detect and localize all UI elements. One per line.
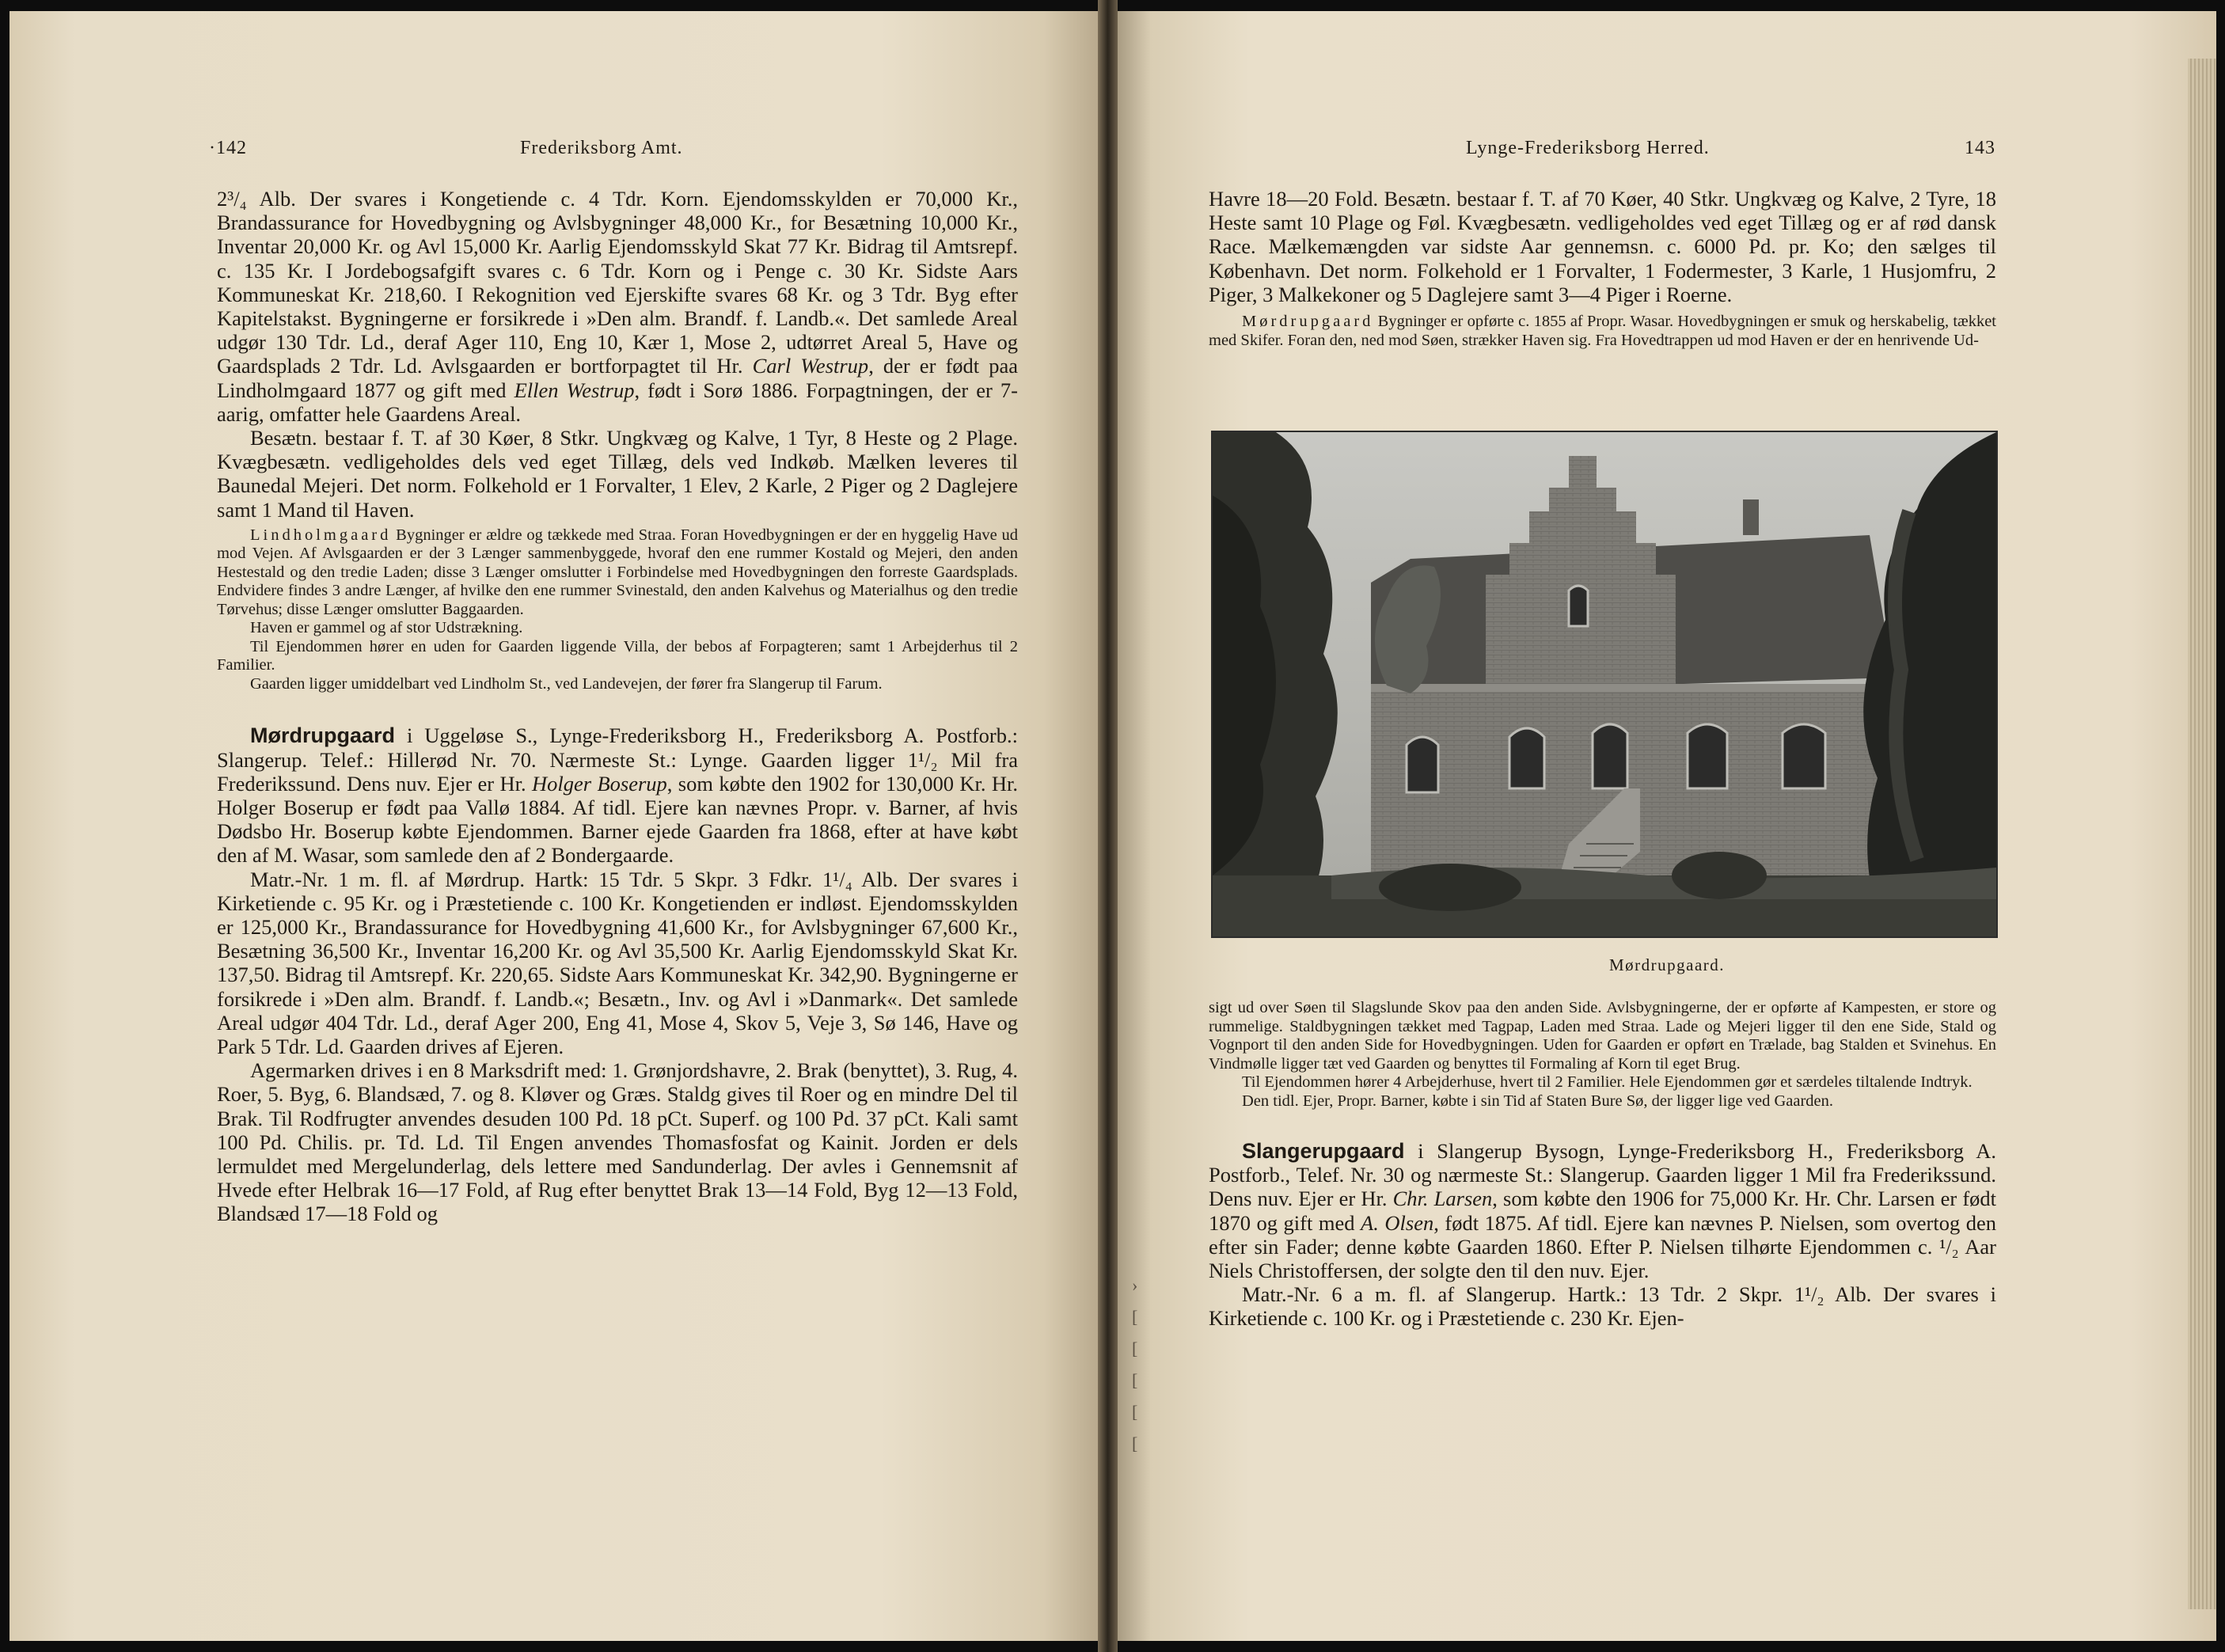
mordrupgaard-photo [1211, 431, 1998, 938]
photo-caption: Mørdrupgaard. [1608, 955, 1726, 974]
page-number: ·142 [209, 138, 247, 158]
mordrup-description: Mørdrupgaard Bygninger er opførte c. 1855 af Propr. Wasar. Hovedbygningen er smuk og herskabelig, tækket med Skifer. Foran den, ned mod Søen, strækker Haven sig. Fra Hovedtrappen ud mod Haven er der en henrivende Ud- [1209, 313, 1996, 349]
lindholm-description: Lindholmgaard Bygninger er ældre og tækkede med Straa. Foran Hovedbygningen er der en hyggelig Have ud mod Vejen. Af Avlsgaarden er der 3 Længer sammenbyggede, hvoraf den ene rummer Kostald og Mejeri, den anden Hestestald og den tredie Laden; disse 3 Længer omslutter i Forbindelse med Hovedbygningen den forreste Gaardsplads. Endvidere findes 3 andre Længer, af hvilke den ene rummer Svinestald, den anden Kalvehus og Materialhus og den tredie Tørvehus; disse Længer omslutter Baggaarden. Haven er gammel og af stor Udstrækning. Til Ejendommen hører en uden for Gaarden liggende Villa, der bebos af Forpagteren; samt 1 Arbejderhus til 2 Familier. Gaarden ligger umiddelbart ved Lindholm St., ved Landevejen, der fører fra Slangerup til Farum. [217, 526, 1018, 693]
running-head: Lynge-Frederiksborg Herred. [1466, 138, 1710, 158]
slangerupgaard-entry: Slangerupgaard i Slangerup Bysogn, Lynge-Frederiksborg H., Frederiksborg A. Postforb., Telef. Nr. 30 og nærmeste St.: Slangerup. Gaarden ligger 1 Mil fra Frederikssund. Dens nuv. Ejer er Hr. Chr. Larsen, som købte den 1906 for 75,000 Kr. Hr. Chr. Larsen er født 1870 og gift med A. Olsen, født 1875. Af tidl. Ejere kan nævnes P. Nielsen, som overtog den efter sin Fader; denne købte Gaarden 1860. Efter P. Nielsen tilhørte Ejendommen c. ¹/₂ Aar Niels Christoffersen, der solgte den til den nuv. Ejer. [1209, 1139, 1997, 1283]
mordrup-description-continued: sigt ud over Søen til Slagslunde Skov paa den anden Side. Avlsbygningerne, der er opførte af Kampesten, er store og rummelige. Staldbygningen tækket med Tagpap, Laden med Straa. Lade og Mejeri ligger til den ene Side, Stald og Vognport til den anden Side for Hovedbygningen. Uden for Gaarden er opført en Trælade, bag Stalden et Svinehus. En Vindmølle ligger tæt ved Gaarden og benyttes til Formaling af Korn til eget Brug. Til Ejendommen hører 4 Arbejderhuse, hvert til 2 Familier. Hele Ejendommen gør et særdeles tiltalende Indtryk. Den tidl. Ejer, Propr. Barner, købte i sin Tid af Staten Bure Sø, der ligger lige ved Gaarden. [1209, 999, 1996, 1110]
page-edges [2188, 59, 2216, 1609]
right-body-bottom [1209, 999, 1996, 1331]
right-page-header [1118, 138, 2216, 169]
running-head: Frederiksborg Amt. [520, 138, 683, 158]
besaetning-paragraph: Besætn. bestaar f. T. af 30 Køer, 8 Stkr. Ungkvæg og Kalve, 1 Tyr, 8 Heste og 2 Plage. Kvægbesætn. vedligeholdes dels ved eget Tillæg, dels ved Indkøb. Mælken leveres til Baunedal Mejeri. Det norm. Folkehold er 1 Forvalter, 1 Elev, 2 Karle, 2 Piger og 2 Daglejere samt 1 Mand til Haven. [217, 426, 1018, 522]
slang-matrikel: Matr.-Nr. 6 a m. fl. af Slangerup. Hartk.: 13 Tdr. 2 Skpr. 1¹/₂ Alb. Der svares i Kirketiende c. 100 Kr. og i Præstetiende c. 230 Kr. Ejen- [1209, 1282, 1996, 1331]
mordrup-matrikel: Matr.-Nr. 1 m. fl. af Mørdrup. Hartk: 15 Tdr. 5 Skpr. 3 Fdkr. 1¹/₄ Alb. Der svares i Kirketiende c. 95 Kr. og i Præstetiende c. 100 Kr. Kongetienden er indløst. Ejendomsskylden er 125,000 Kr., Brandassurance for Hovedbygning 41,600 Kr., for Avlsbygninger 67,600 Kr., Besætning 36,500 Kr., Inventar 16,200 Kr. og Avl 35,500 Kr. Aarlig Ejendomsskyld Skat Kr. 137,50. Bidrag til Amtsrepf. Kr. 220,65. Sidste Aars Kommuneskat Kr. 342,90. Bygningerne er forsikrede i »Den alm. Brandf. f. Landb.«; Besætn., Inv. og Avl i »Danmark«. Det samlede Areal udgør 404 Tdr. Ld., deraf Ager 200, Eng 41, Mose 4, Skov 5, Veje 3, Sø 146, Have og Park 5 Tdr. Ld. Gaarden drives af Ejeren. [217, 867, 1018, 1058]
entry-title: Mørdrupgaard [250, 723, 396, 748]
right-body-top [1209, 187, 1996, 350]
left-page [9, 11, 1098, 1641]
left-page-header [9, 138, 1098, 169]
entry-title: Slangerupgaard [1242, 1139, 1405, 1163]
manor-house-image [1213, 432, 1996, 936]
page-number: 143 [1965, 138, 1995, 158]
mordrup-agermarken: Agermarken drives i en 8 Marksdrift med: 1. Grønjordshavre, 2. Brak (benyttet), 3. Rug, 4. Roer, 5. Byg, 6. Blandsæd, 7. og 8. Kløver og Græs. Staldg gives til Roer og en mindre Del til Brak. Til Rodfrugter anvendes desuden 100 Pd. 18 pCt. Superf. og 100 Pd. 37 pCt. Kali samt 100 Pd. Chilis. pr. Td. Ld. Til Engen anvendes Thomasfosfat og Kainit. Jorden er dels lermuldet med Mergelunderlag, dels lettere med Sandunderlag. Der avles i Gennemsnit af Hvede efter Helbrak 16—17 Fold, af Rug efter benyttet Brak 13—14 Fold, Byg 12—13 Fold, Blandsæd 17—18 Fold og [217, 1058, 1018, 1226]
book-spine [1098, 0, 1118, 1652]
mordrupgaard-entry: Mørdrupgaard i Uggeløse S., Lynge-Frederiksborg H., Frederiksborg A. Postforb.: Slangerup. Telef.: Hillerød Nr. 70. Nærmeste St.: Lynge. Gaarden ligger 1¹/₂ Mil fra Frederikssund. Dens nuv. Ejer er Hr. Holger Boserup, som købte den 1902 for 130,000 Kr. Hr. Holger Boserup er født paa Vallø 1884. Af tidl. Ejere kan nævnes Propr. v. Barner, af hvis Dødsbo Hr. Boserup købte Ejendommen. Barner ejede Gaarden fra 1868, efter at have købt den af M. Wasar, som samlede den af 2 Bondergaarde. [217, 723, 1018, 868]
intro-paragraph: 2³/₄ Alb. Der svares i Kongetiende c. 4 Tdr. Korn. Ejendomsskylden er 70,000 Kr., Brandassurance for Hovedbygning og Avlsbygninger 48,000 Kr., for Besætning 10,000 Kr., Inventar 20,000 Kr. og Avl 15,000 Kr. Aarlig Ejendomsskyld Skat 77 Kr. Bidrag til Amtsrepf. c. 135 Kr. I Jordebogsafgift svares c. 6 Tdr. Korn og i Penge c. 30 Kr. Sidste Aars Kommuneskat Kr. 218,60. I Rekognition ved Ejerskifte svares 68 Kr. og 3 Tdr. Byg efter Kapitelstakst. Bygningerne er forsikrede i »Den alm. Brandf. f. Landb.«. Det samlede Areal udgør 130 Tdr. Ld., deraf Ager 110, Eng 10, Kær 1, Mose 2, udtørret Areal 5, Have og Gaardsplads 2 Tdr. Ld. Avlsgaarden er bortforpagtet til Hr. Carl Westrup, der er født paa Lindholmgaard 1877 og gift med Ellen Westrup, født i Sorø 1886. Forpagtningen, der er 7-aarig, omfatter hele Gaardens Areal. [217, 187, 1019, 426]
besaetning-paragraph: Havre 18—20 Fold. Besætn. bestaar f. T. af 70 Køer, 40 Stkr. Ungkvæg og Kalve, 2 Tyre, 18 Heste samt 10 Plage og Føl. Kvægbesætn. vedligeholdes ved eget Tillæg og er af rød dansk Race. Mælkemængden var sidste Aar gennemsn. c. 6000 Pd. pr. Ko; den sælges til København. Det norm. Folkehold er 1 Forvalter, 1 Fodermester, 3 Karle, 1 Husjomfru, 2 Piger, 3 Malkekoner og 5 Daglejere samt 3—4 Piger i Roerne. [1209, 187, 1996, 306]
margin-marks: › [ [ [ [ [ [1132, 1275, 1138, 1453]
left-body [217, 187, 1018, 1226]
right-page [1118, 11, 2216, 1641]
